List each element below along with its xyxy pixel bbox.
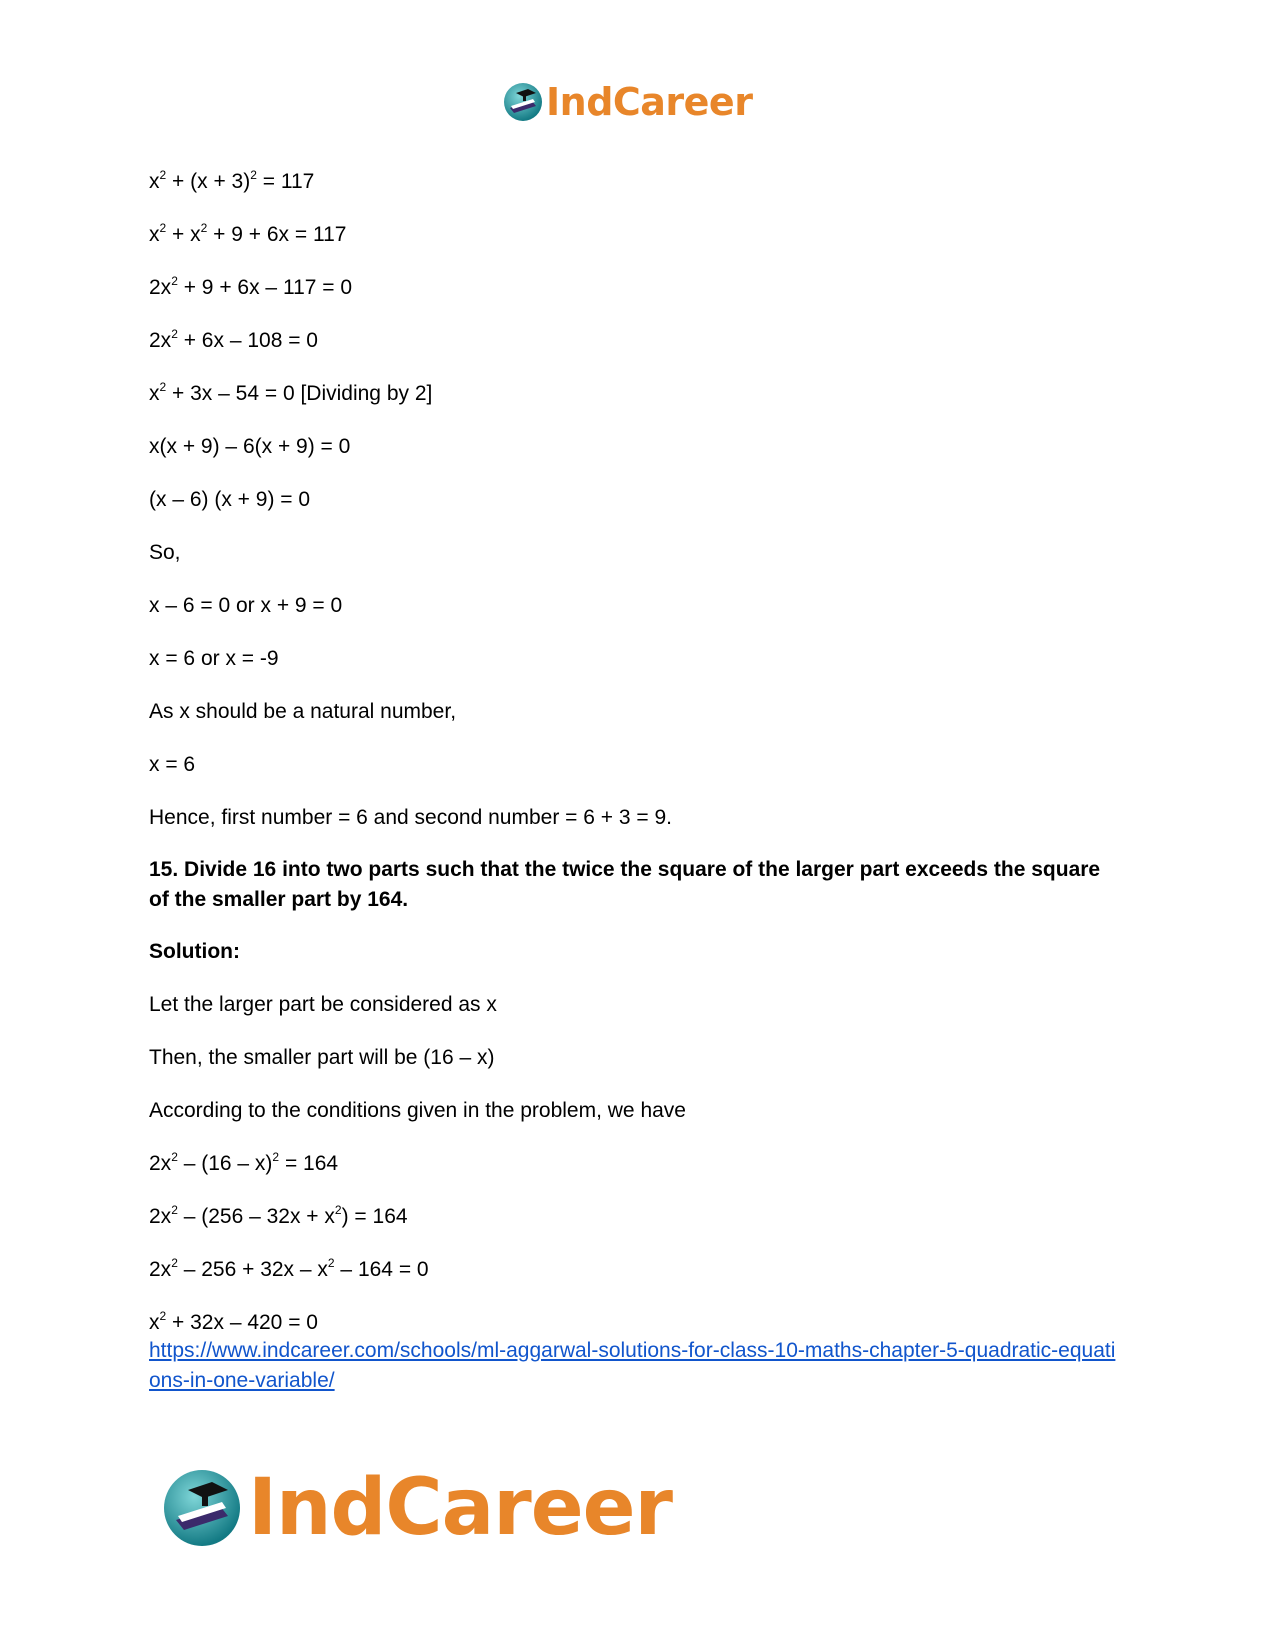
footer-logo <box>160 1463 672 1553</box>
footer-logo-text: IndCareer <box>248 1463 672 1553</box>
question-heading: 15. Divide 16 into two parts such that the twice the square of the larger part exceeds the square of the smaller part by 164. <box>149 858 1101 911</box>
text-line: Then, the smaller part will be (16 – x) <box>149 1046 495 1069</box>
equation-line: x = 6 or x = -9 <box>149 647 279 670</box>
equation-line: x(x + 9) – 6(x + 9) = 0 <box>149 435 351 458</box>
text-line: As x should be a natural number, <box>149 700 457 723</box>
header-logo <box>502 80 752 124</box>
equation-line: x = 6 <box>149 753 196 776</box>
equation-line: $2x^2 - (16 - x)^2 = 164$ <box>149 1150 339 1175</box>
solution-label: Solution: <box>149 940 240 963</box>
source-link[interactable]: https://www.indcareer.com/schools/ml-aggarwal-solutions-for-class-10-maths-chapter-5-quadratic-equations-in-one-variable/ <box>149 1339 1116 1392</box>
equation-line: $x^2 + 32x - 420 = 0$ <box>149 1309 318 1334</box>
equation-line: (x – 6) (x + 9) = 0 <box>149 488 311 511</box>
text-line: Let the larger part be considered as x <box>149 993 497 1016</box>
equation-line: $2x^2 + 6x - 108 = 0$ <box>149 327 318 352</box>
globe-book-icon <box>502 81 544 123</box>
header-logo-text: IndCareer <box>546 80 753 124</box>
text-line: Hence, first number = 6 and second number = 6 + 3 = 9. <box>149 806 672 829</box>
text-line: So, <box>149 541 181 564</box>
equation-line: $x^2 + (x + 3)^2 = 117$ <box>149 168 315 193</box>
equation-line: $x^2 + x^2 + 9 + 6x = 117$ <box>149 221 347 246</box>
text-line: According to the conditions given in the problem, we have <box>149 1099 686 1122</box>
equation-line: $2x^2 - (256 - 32x + x^2) = 164$ <box>149 1203 408 1228</box>
globe-book-icon <box>160 1466 244 1550</box>
equation-line: x – 6 = 0 or x + 9 = 0 <box>149 594 343 617</box>
equation-line: $2x^2 + 9 + 6x - 117 = 0$ <box>149 274 353 299</box>
equation-line: $x^2 + 3x - 54 = 0$ [Dividing by 2] <box>149 380 433 405</box>
equation-line: $2x^2 - 256 + 32x - x^2 - 164 = 0$ <box>149 1256 429 1281</box>
